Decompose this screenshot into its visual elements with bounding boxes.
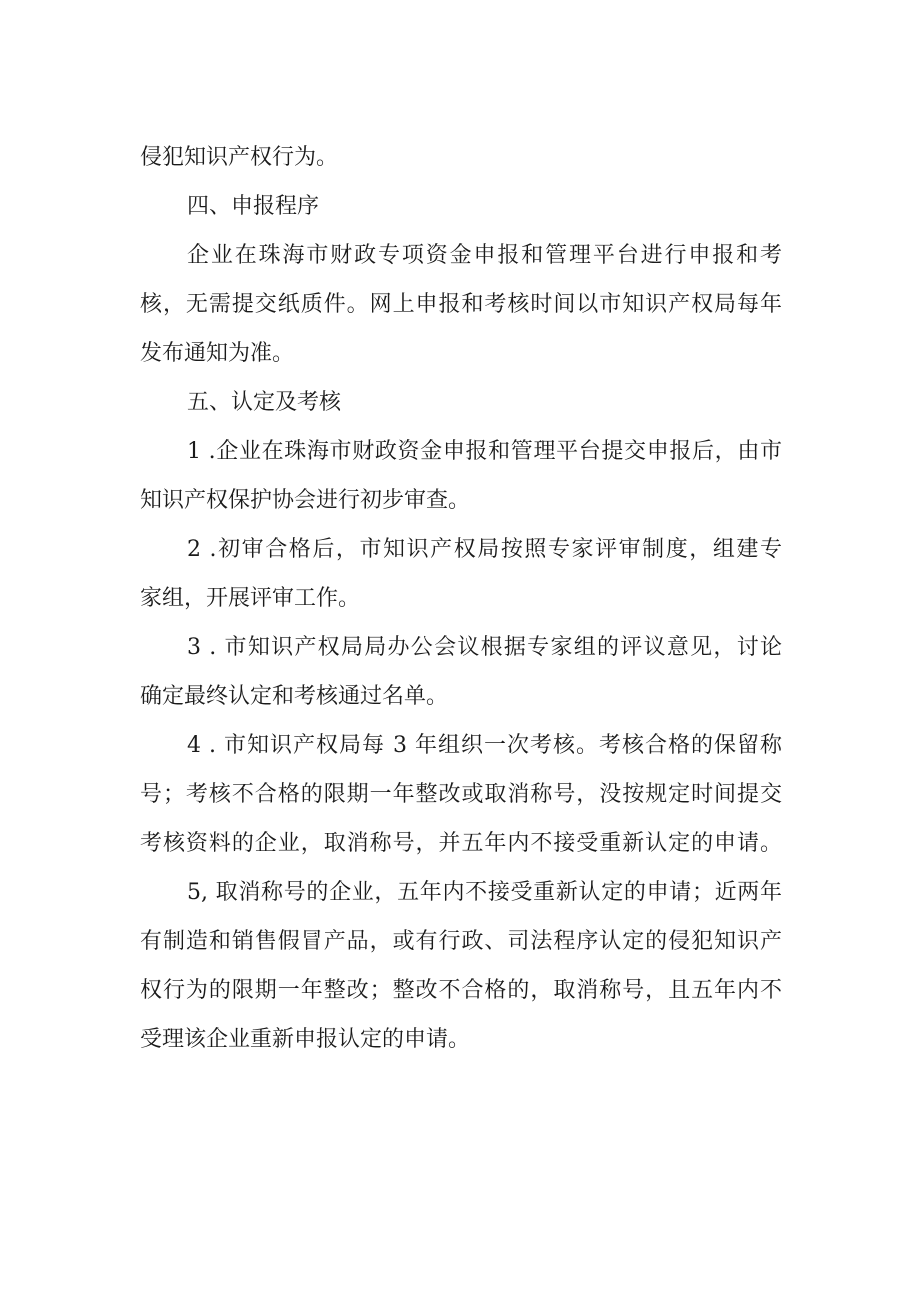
list-item-5-line: 有制造和销售假冒产品，或有行政、司法程序认定的侵犯知识产: [140, 929, 782, 954]
list-item-2-line: 2 .初审合格后，市知识产权局按照专家评审制度，组建专: [187, 537, 782, 562]
body-text-line: 核，无需提交纸质件。网上申报和考核时间以市知识产权局每年: [140, 292, 782, 317]
list-item-4-line: 号；考核不合格的限期一年整改或取消称号，没按规定时间提交: [140, 782, 782, 807]
list-item-2-line: 家组，开展评审工作。: [140, 586, 361, 611]
list-item-5-line: 权行为的限期一年整改；整改不合格的，取消称号，且五年内不: [140, 978, 782, 1003]
list-item-1-line: 1 .企业在珠海市财政资金申报和管理平台提交申报后，由市: [187, 439, 782, 464]
section-heading-recognition-and-assessment: 五、认定及考核: [187, 390, 342, 415]
list-item-4-line: 考核资料的企业，取消称号，并五年内不接受重新认定的申请。: [140, 831, 782, 856]
list-item-4-line: 4 . 市知识产权局每 3 年组织一次考核。考核合格的保留称: [187, 733, 782, 758]
section-heading-application-procedure: 四、申报程序: [187, 194, 320, 219]
list-item-5-line: 5, 取消称号的企业，五年内不接受重新认定的申请；近两年: [187, 880, 782, 905]
body-text-line: 企业在珠海市财政专项资金申报和管理平台进行申报和考: [187, 243, 782, 268]
body-text-line: 侵犯知识产权行为。: [140, 145, 339, 170]
list-item-1-line: 知识产权保护协会进行初步审查。: [140, 488, 471, 513]
list-item-3-line: 3 . 市知识产权局局办公会议根据专家组的评议意见，讨论: [187, 635, 782, 660]
list-item-5-line: 受理该企业重新申报认定的申请。: [140, 1027, 471, 1052]
list-item-3-line: 确定最终认定和考核通过名单。: [140, 684, 449, 709]
body-text-line: 发布通知为准。: [140, 341, 295, 366]
